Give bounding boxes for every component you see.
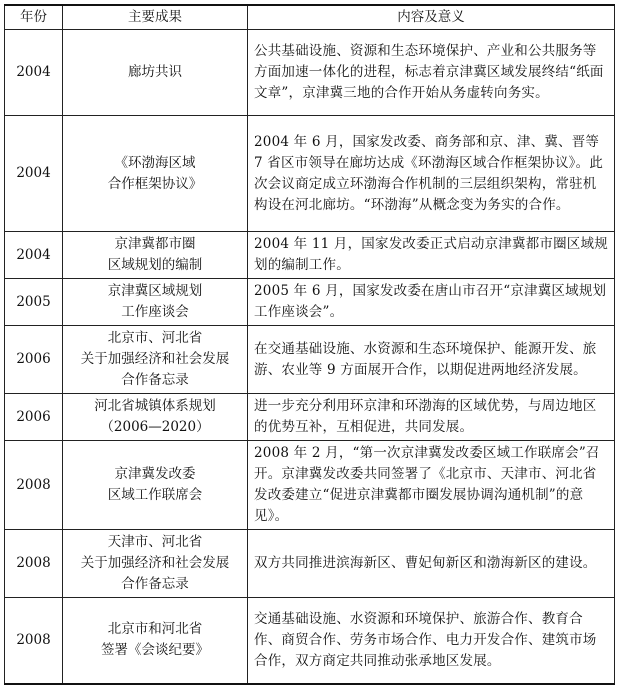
header-year: 年份 [5, 5, 63, 30]
row-result-line: 合作备忘录 [121, 576, 189, 592]
table-row [5, 232, 615, 279]
row-content: 2008 年 2 月，“第一次京津冀发改委区域工作联席会”召开。京津冀发改委共同签署了《北京市、天津市、河北省发改委建立“促进京津冀都市圈发展协调沟通机制”的意见》。 [248, 441, 615, 530]
table-row [5, 441, 615, 530]
row-year: 2005 [5, 279, 63, 326]
row-result-line: 签署《会谈纪要》 [101, 642, 209, 659]
row-result-line: （2006—2020） [100, 419, 210, 435]
row-year: 2004 [5, 232, 63, 279]
row-result [63, 326, 248, 394]
achievements-table-container [4, 4, 614, 685]
table-body [5, 30, 615, 684]
row-result [63, 530, 248, 598]
row-result-line: 合作框架协议》 [107, 175, 203, 192]
row-year: 2008 [5, 598, 63, 684]
row-result [63, 116, 248, 232]
row-year: 2004 [5, 116, 63, 232]
header-result: 主要成果 [63, 5, 248, 30]
header-content: 内容及意义 [248, 5, 615, 30]
table-row [5, 326, 615, 394]
row-result-line: 北京市、河北省 [107, 330, 203, 346]
achievements-table [4, 4, 615, 685]
row-result-line: 廊坊共识 [128, 64, 182, 80]
row-content: 在交通基础设施、水资源和生态环境保护、能源开发、旅游、农业等 9 方面展开合作，以期促进两地经济发展。 [248, 326, 615, 394]
row-result-line: 关于加强经济和社会发展 [80, 351, 230, 367]
row-content: 2004 年 6 月，国家发改委、商务部和京、津、冀、晋等 7 省区市领导在廊坊达成《环渤海区域合作框架协议》。此次会议商定成立环渤海合作机制的三层组织架构，常驻机构设在河北廊坊。“环渤海”从概念变为务实的合作。 [248, 116, 615, 232]
table-row [5, 394, 615, 441]
table-row [5, 279, 615, 326]
row-content: 2005 年 6 月，国家发改委在唐山市召开“京津冀区域规划工作座谈会”。 [248, 279, 615, 326]
row-result-line: 河北省城镇体系规划 [94, 398, 216, 414]
row-result [63, 279, 248, 326]
row-result-line: 京津冀区域规划 [107, 283, 203, 299]
row-content: 2004 年 11 月，国家发改委正式启动京津冀都市圈区域规划的编制工作。 [248, 232, 615, 279]
row-result-line: 北京市和河北省 [107, 621, 203, 638]
row-year: 2008 [5, 530, 63, 598]
table-row [5, 598, 615, 684]
row-year: 2006 [5, 326, 63, 394]
table-header-row [5, 5, 615, 30]
row-result-line: 京津冀发改委 [114, 466, 196, 482]
row-content: 交通基础设施、水资源和环境保护、旅游合作、教育合作、商贸合作、劳务市场合作、电力开发合作、建筑市场合作，双方商定共同推动张承地区发展。 [248, 598, 615, 684]
row-result [63, 441, 248, 530]
row-result-line: 合作备忘录 [121, 372, 189, 388]
row-result-line: 天津市、河北省 [107, 534, 203, 550]
row-result-line: 京津冀都市圈 [114, 236, 196, 252]
row-content: 公共基础设施、资源和生态环境保护、产业和公共服务等方面加速一体化的进程，标志着京津冀区域发展终结“纸面文章”，京津冀三地的合作开始从务虚转向务实。 [248, 30, 615, 116]
row-result [63, 30, 248, 116]
row-content: 双方共同推进滨海新区、曹妃甸新区和渤海新区的建设。 [248, 530, 615, 598]
row-year: 2004 [5, 30, 63, 116]
row-result-line: 区域工作联席会 [107, 487, 203, 503]
row-year: 2008 [5, 441, 63, 530]
table-row [5, 530, 615, 598]
row-result-line: 《环渤海区域 [114, 154, 196, 171]
row-result [63, 394, 248, 441]
row-result-line: 区域规划的编制 [107, 257, 203, 273]
row-result-line: 关于加强经济和社会发展 [80, 555, 230, 571]
row-result-line: 工作座谈会 [121, 304, 189, 320]
table-row [5, 116, 615, 232]
row-result [63, 232, 248, 279]
row-result [63, 598, 248, 684]
row-content: 进一步充分利用环京津和环渤海的区域优势，与周边地区的优势互补，互相促进，共同发展。 [248, 394, 615, 441]
row-year: 2006 [5, 394, 63, 441]
table-row [5, 30, 615, 116]
